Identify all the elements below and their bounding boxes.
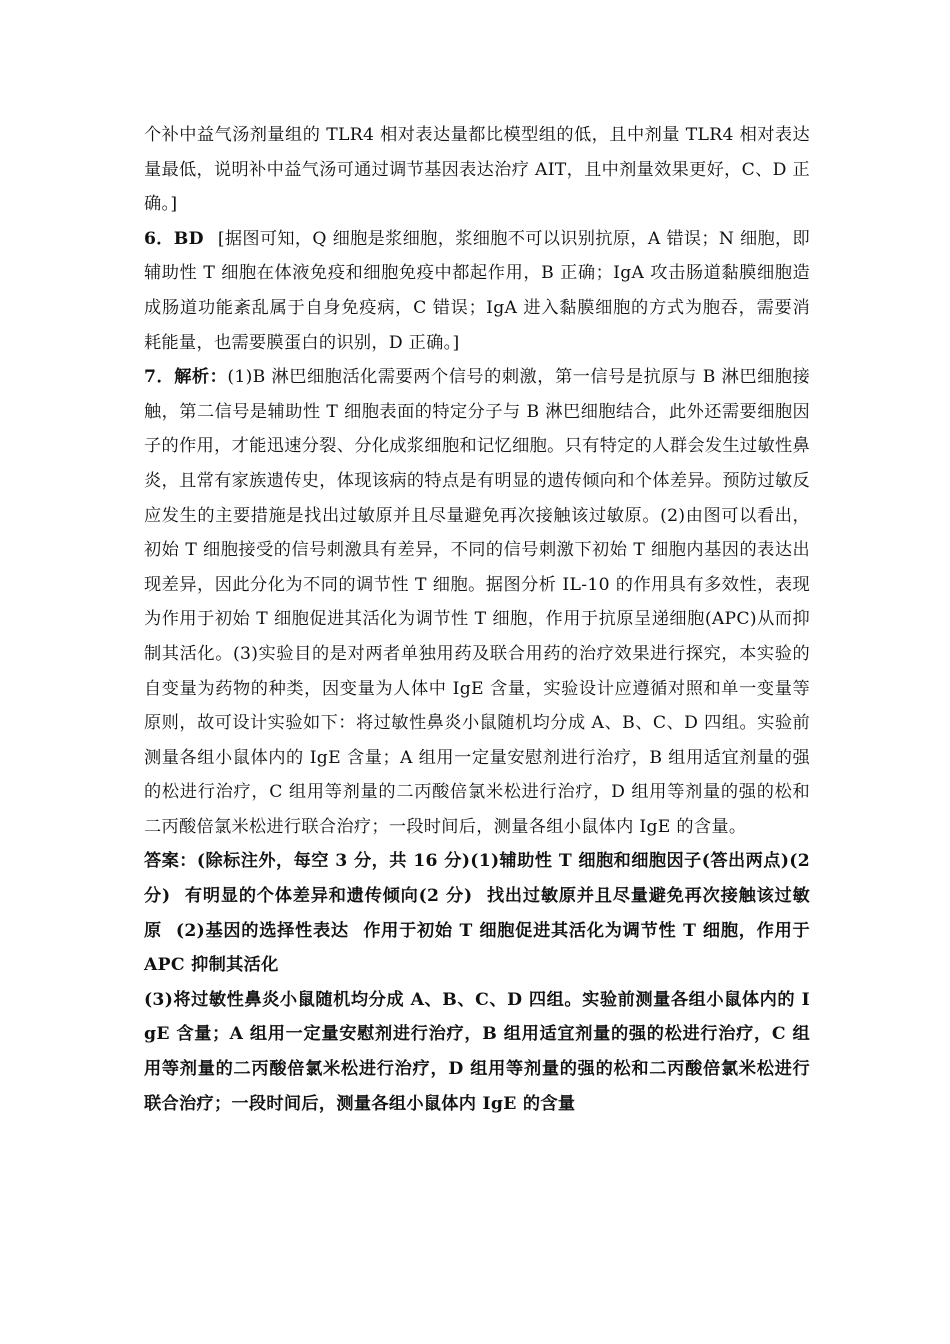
answer-label: 答案：	[144, 851, 197, 872]
document-page	[144, 118, 810, 1121]
q5-explanation-tail: 个补中益气汤剂量组的 TLR4 相对表达量都比模型组的低，且中剂量 TLR4 相对表达量最低，说明补中益气汤可通过调节基因表达治疗 AIT，且中剂量效果更好，C、D 正确。]	[144, 125, 810, 215]
q6-explanation: [据图可知，Q 细胞是浆细胞，浆细胞不可以识别抗原，A 错误；N 细胞，即辅助性 T 细胞在体液免疫和细胞免疫中都起作用，B 正确；IgA 攻击肠道黏膜细胞造成肠道功能紊乱属于自身免疫病，C 错误；IgA 进入黏膜细胞的方式为胞吞，需要消耗能量，也需要膜蛋白的识别，D 正确。]	[144, 228, 811, 353]
q7-analysis-label: 7．解析：	[144, 367, 228, 388]
q7-answer	[144, 844, 810, 982]
answer-part-5: 作用于初始 T 细胞促进其活化为调节性 T 细胞，作用于 APC 抑制其活化	[144, 920, 810, 976]
q7-analysis-text: (1)B 淋巴细胞活化需要两个信号的刺激，第一信号是抗原与 B 淋巴细胞接触，第二信号是辅助性 T 细胞表面的特定分子与 B 淋巴细胞结合，此外还需要细胞因子的作用，才能迅速分裂、分化成浆细胞和记忆细胞。只有特定的人群会发生过敏性鼻炎，且常有家族遗传史，体现该病的特点是有明显的遗传倾向和个体差异。预防过敏反应发生的主要措施是找出过敏原并且尽量避免再次接触该过敏原。(2)由图可以看出，初始 T 细胞接受的信号刺激具有差异，不同的信号刺激下初始 T 细胞内基因的表达出现差异，因此分化为不同的调节性 T 细胞。据图分析 IL-10 的作用具有多效性，表现为作用于初始 T 细胞促进其活化为调节性 T 细胞，作用于抗原呈递细胞(APC)从而抑制其活化。(3)实验目的是对两者单独用药及联合用药的治疗效果进行探究，本实验的自变量为药物的种类，因变量为人体中 IgE 含量，实验设计应遵循对照和单一变量等原则，故可设计实验如下：将过敏性鼻炎小鼠随机均分成 A、B、C、D 四组。实验前测量各组小鼠体内的 IgE 含量；A 组用一定量安慰剂进行治疗，B 组用适宜剂量的强的松进行治疗，C 组用等剂量的二丙酸倍氯米松进行治疗，D 组用等剂量的强的松和二丙酸倍氯米松进行联合治疗；一段时间后，测量各组小鼠体内 IgE 的含量。	[144, 367, 810, 837]
answer-part-2: 有明显的个体差异和遗传倾向(2 分)	[184, 886, 473, 907]
answer-part-4: (2)基因的选择性表达	[175, 920, 349, 941]
q6-answer-label: 6．BD	[144, 228, 204, 249]
answer-part-1: (除标注外，每空 3 分，共 16 分)(1)辅助性 T 细胞和细胞因子(答出两点)(2 分)	[144, 851, 810, 907]
q7-answer-part-3: (3)将过敏性鼻炎小鼠随机均分成 A、B、C、D 四组。实验前测量各组小鼠体内的 IgE 含量；A 组用一定量安慰剂进行治疗，B 组用适宜剂量的强的松进行治疗，C 组用等剂量的二丙酸倍氯米松进行治疗，D 组用等剂量的强的松和二丙酸倍氯米松进行联合治疗；一段时间后，测量各组小鼠体内 IgE 的含量	[144, 989, 810, 1114]
q6-item	[144, 222, 810, 360]
q7-item	[144, 360, 810, 844]
answer-part-3: 找出过敏原并且尽量避免再次接触该过敏原	[144, 886, 811, 941]
